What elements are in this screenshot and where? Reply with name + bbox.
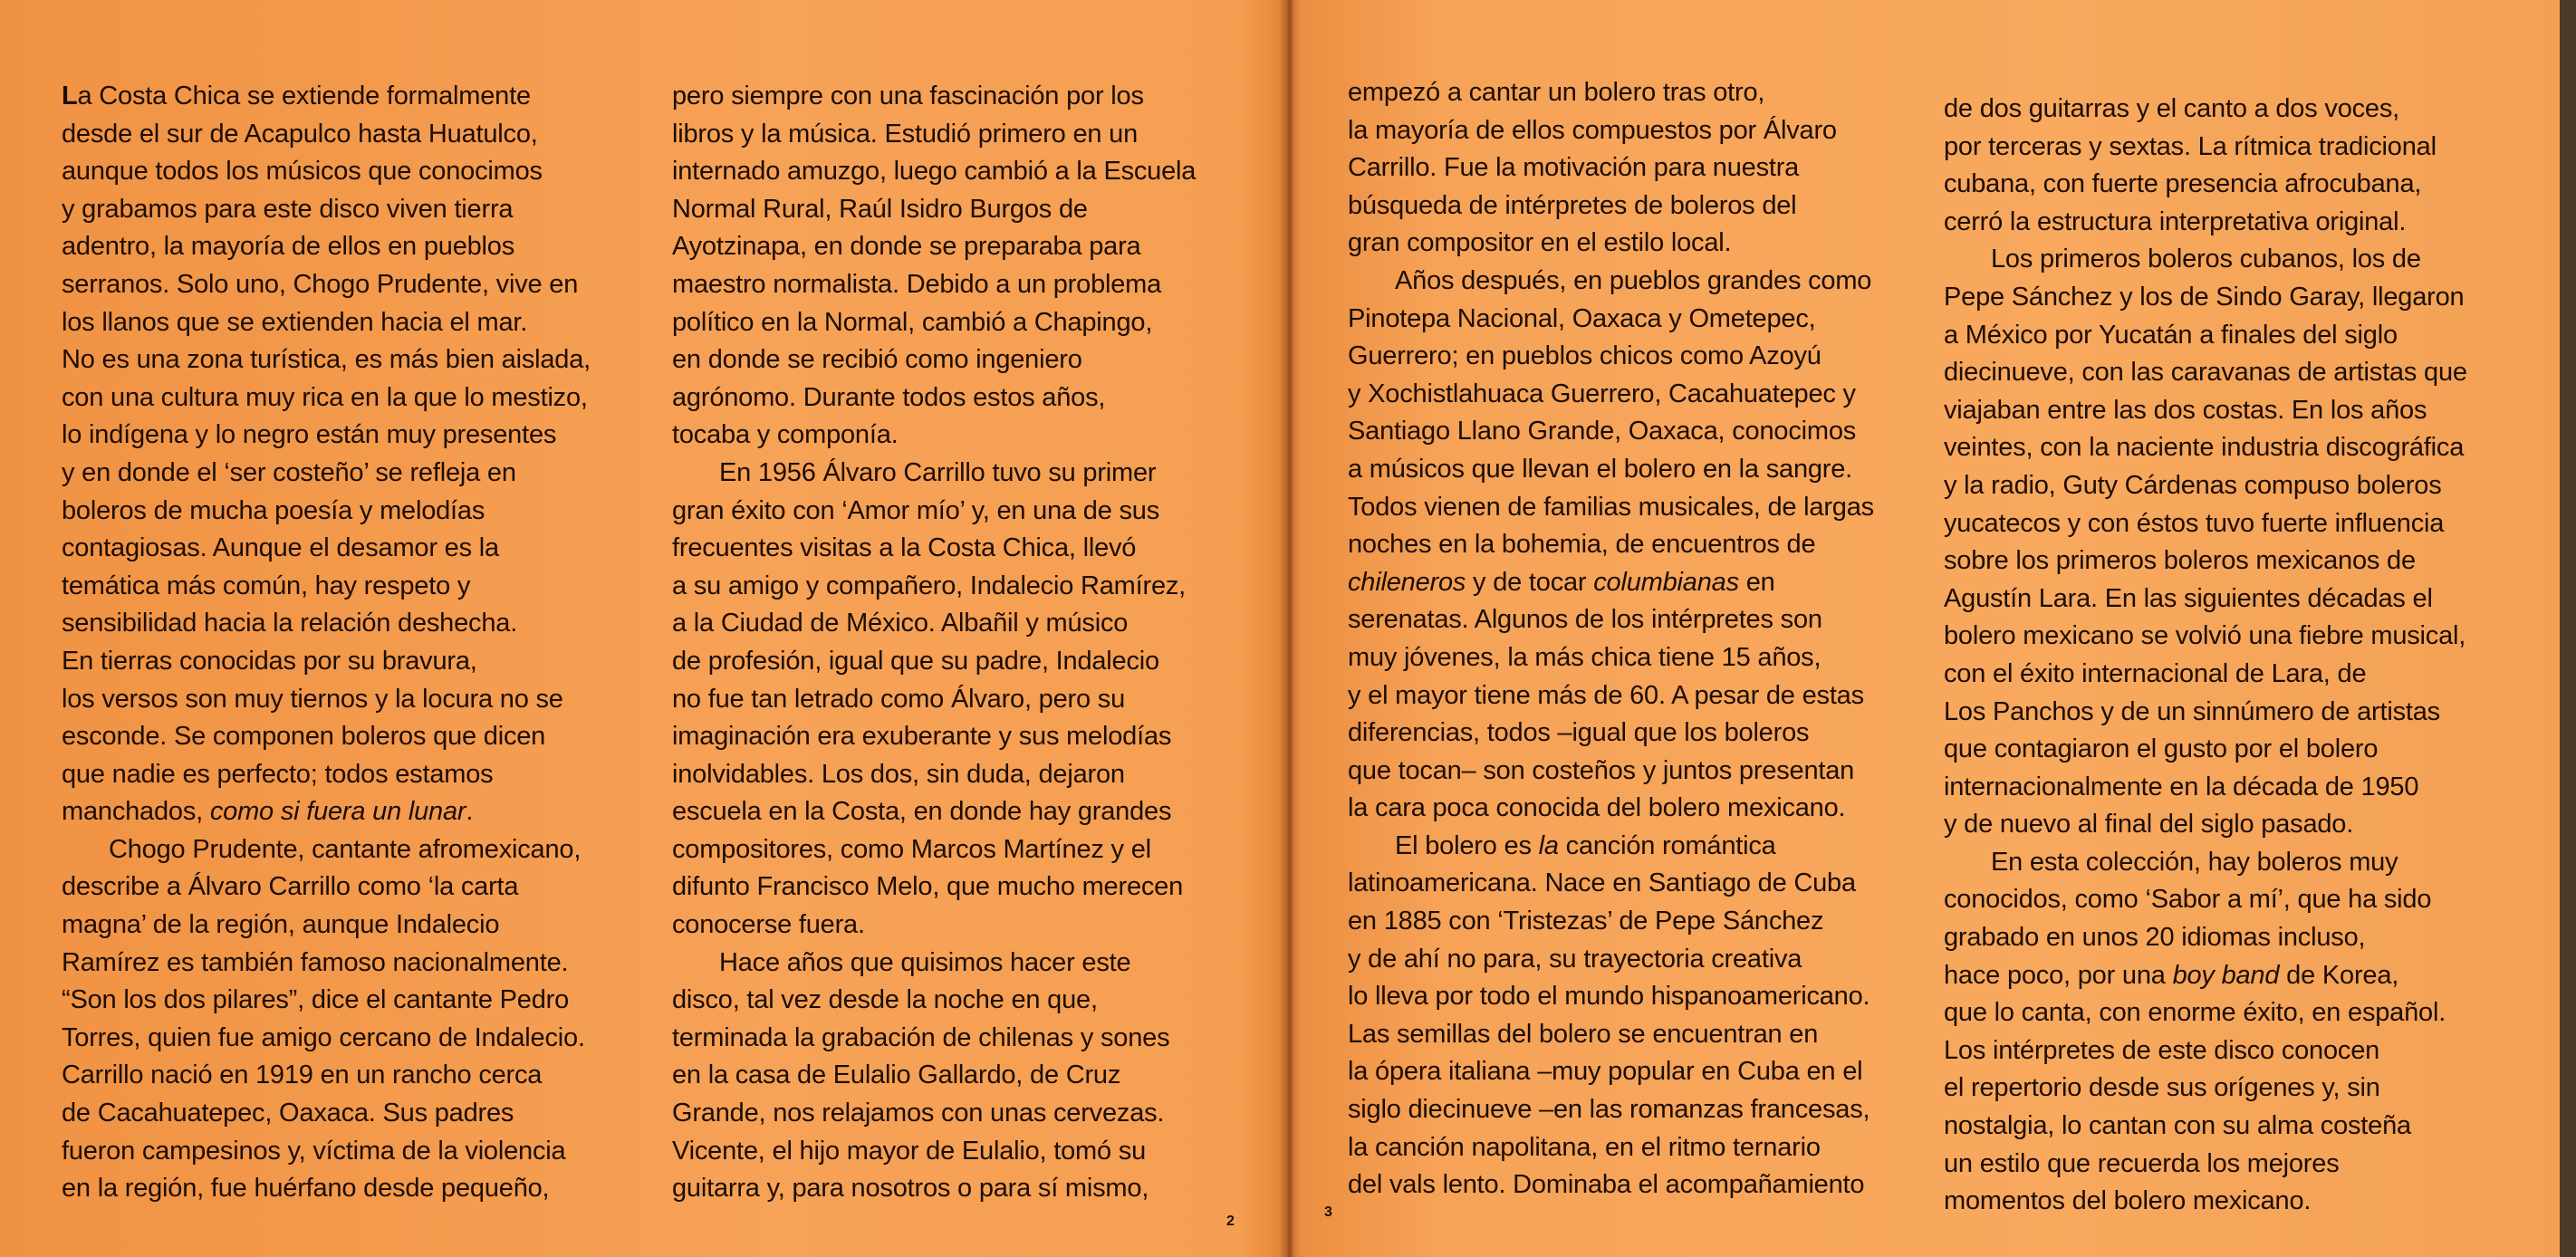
italic-phrase: boy band <box>2172 960 2280 990</box>
text-line: la ópera italiana –muy popular en Cuba en el <box>1348 1057 1863 1087</box>
text-line: frecuentes visitas a la Costa Chica, llevó <box>672 533 1137 563</box>
text-line: y en donde el ‘ser costeño’ se refleja en <box>62 457 516 487</box>
text-line: búsqueda de intérpretes de boleros del <box>1348 190 1797 220</box>
text-line: viajaban entre las dos costas. En los años <box>1944 395 2427 425</box>
text-line: momentos del bolero mexicano. <box>1944 1186 2312 1216</box>
italic-word: la <box>1538 830 1559 860</box>
text-line: la canción napolitana, en el ritmo ternario <box>1348 1132 1821 1162</box>
text-line: El bolero es la canción romántica <box>1395 830 1776 860</box>
text-line: y de ahí no para, su trayectoria creativa <box>1348 944 1802 974</box>
text-line: Torres, quien fue amigo cercano de Indalecio. <box>62 1022 585 1052</box>
text-line: lo lleva por todo el mundo hispanoamericano. <box>1348 982 1870 1012</box>
text-line: terminada la grabación de chilenas y sones <box>672 1022 1170 1052</box>
text-line: Santiago Llano Grande, Oaxaca, conocimos <box>1348 417 1857 446</box>
text-line: Ayotzinapa, en donde se preparaba para <box>672 232 1141 262</box>
text-line: político en la Normal, cambió a Chapingo, <box>672 307 1153 337</box>
text-line: esconde. Se componen boleros que dicen <box>62 722 546 752</box>
text-line: noches en la bohemia, de encuentros de <box>1348 530 1816 560</box>
text-line: diferencias, todos –igual que los boleros <box>1348 718 1810 748</box>
text-line: la mayoría de ellos compuestos por Álvaro <box>1348 115 1837 145</box>
italic-phrase: como si fuera un lunar <box>209 797 466 827</box>
text-line: muy jóvenes, la más chica tiene 15 años, <box>1348 642 1821 672</box>
text-line: y el mayor tiene más de 60. A pesar de estas <box>1348 680 1864 710</box>
text-line: a México por Yucatán a finales del siglo <box>1944 320 2398 350</box>
text-line: Normal Rural, Raúl Isidro Burgos de <box>672 194 1088 224</box>
text-line: Chogo Prudente, cantante afromexicano, <box>109 834 582 864</box>
text-line: magna’ de la región, aunque Indalecio <box>62 910 500 940</box>
text-line: siglo diecinueve –en las romanzas francesas, <box>1348 1095 1870 1125</box>
text-line: Pepe Sánchez y los de Sindo Garay, llegaron <box>1944 282 2465 312</box>
text-line: del vals lento. Dominaba el acompañamiento <box>1348 1170 1865 1200</box>
text-line: internado amuzgo, luego cambió a la Escuela <box>672 157 1197 187</box>
text-line: yucatecos y con éstos tuvo fuerte influencia <box>1944 508 2445 538</box>
paragraph-bolero-tras-otro <box>1348 74 1874 263</box>
text-line: inolvidables. Los dos, sin duda, dejaron <box>672 759 1125 789</box>
paragraph-dos-guitarras <box>1944 91 2467 241</box>
text-line: los versos son muy tiernos y la locura no se <box>62 684 563 714</box>
column-3 <box>1348 74 1874 1204</box>
text-line: con una cultura muy rica en la que lo mestizo, <box>62 382 588 412</box>
text-line: por terceras y sextas. La rítmica tradicional <box>1944 131 2437 161</box>
column-2 <box>672 78 1196 1208</box>
text-line: Las semillas del bolero se encuentran en <box>1348 1019 1819 1049</box>
text-line: contagiosas. Aunque el desamor es la <box>62 533 499 563</box>
paragraph-studies <box>672 78 1196 455</box>
left-page <box>0 0 1286 1257</box>
text-line: Los primeros boleros cubanos, los de <box>1991 245 2421 274</box>
italic-word: chileneros <box>1348 567 1466 597</box>
text-line: que tocan– son costeños y juntos presentan <box>1348 755 1855 785</box>
text-line: describe a Álvaro Carrillo como ‘la carta <box>62 872 519 902</box>
text-line: guitarra y, para nosotros o para sí mismo, <box>672 1174 1149 1204</box>
text-line: cerró la estructura interpretativa original. <box>1944 206 2407 236</box>
text-line: veintes, con la naciente industria discográfica <box>1944 433 2465 463</box>
text-line: que lo canta, con enorme éxito, en español. <box>1944 998 2446 1028</box>
text-line: y Xochistlahuaca Guerrero, Cacahuatepec y <box>1348 379 1856 408</box>
text-line: de Cacahuatepec, Oaxaca. Sus padres <box>62 1099 514 1128</box>
paragraph-costa-chica <box>62 78 591 831</box>
italic-word: columbianas <box>1593 567 1739 597</box>
text-line: un estilo que recuerda los mejores <box>1944 1148 2340 1178</box>
text-line: chileneros y de tocar columbianas en <box>1348 567 1775 597</box>
paragraph-hace-anos <box>672 945 1196 1208</box>
text-line: en donde se recibió como ingeniero <box>672 345 1082 375</box>
text-line: Todos vienen de familias musicales, de largas <box>1348 492 1874 522</box>
text-line: compositores, como Marcos Martínez y el <box>672 834 1151 864</box>
paragraph-1956 <box>672 455 1196 945</box>
text-line: La Costa Chica se extiende formalmente <box>62 82 531 110</box>
column-4 <box>1944 91 2467 1221</box>
text-line: Agustín Lara. En las siguientes décadas el <box>1944 583 2433 613</box>
paragraph-el-bolero-es <box>1348 828 1874 1204</box>
text-line: Guerrero; en pueblos chicos como Azoyú <box>1348 341 1821 371</box>
text-line: gran compositor en el estilo local. <box>1348 228 1732 258</box>
text-line: conocerse fuera. <box>672 910 865 940</box>
text-line: adentro, la mayoría de ellos en pueblos <box>62 232 515 262</box>
text-line: pero siempre con una fascinación por los <box>672 82 1144 110</box>
text-line: difunto Francisco Melo, que mucho merecen <box>672 872 1184 902</box>
text-line: En esta colección, hay boleros muy <box>1991 847 2398 877</box>
text-line: No es una zona turística, es más bien aislada, <box>62 345 591 375</box>
text-line: grabado en unos 20 idiomas incluso, <box>1944 923 2366 953</box>
text-line: En tierras conocidas por su bravura, <box>62 646 477 676</box>
text-line: conocidos, como ‘Sabor a mí’, que ha sido <box>1944 885 2432 915</box>
text-line: imaginación era exuberante y sus melodías <box>672 722 1172 752</box>
text-line: internacionalmente en la década de 1950 <box>1944 772 2419 801</box>
text-line: Ramírez es también famoso nacionalmente. <box>62 947 569 977</box>
text-line: disco, tal vez desde la noche en que, <box>672 985 1098 1015</box>
text-line: manchados, como si fuera un lunar. <box>62 797 474 827</box>
text-line: en 1885 con ‘Tristezas’ de Pepe Sánchez <box>1348 907 1824 936</box>
text-line: y la radio, Guty Cárdenas compuso boleros <box>1944 470 2442 500</box>
text-line: tocaba y componía. <box>672 420 899 450</box>
text-line: Los intérpretes de este disco conocen <box>1944 1035 2380 1065</box>
text-line: no fue tan letrado como Álvaro, pero su <box>672 684 1125 714</box>
text-line: Años después, en pueblos grandes como <box>1395 265 1872 295</box>
text-line: Los Panchos y de un sinnúmero de artistas <box>1944 696 2440 726</box>
text-line: aunque todos los músicos que conocimos <box>62 157 543 187</box>
text-line: desde el sur de Acapulco hasta Huatulco, <box>62 119 538 149</box>
text-line: los llanos que se extienden hacia el mar. <box>62 307 528 337</box>
text-line: con el éxito internacional de Lara, de <box>1944 658 2367 688</box>
text-line: en la región, fue huérfano desde pequeño, <box>62 1174 550 1204</box>
text-line: maestro normalista. Debido a un problema <box>672 269 1162 299</box>
paragraph-esta-coleccion <box>1944 844 2467 1221</box>
paragraph-chogo-prudente <box>62 831 591 1208</box>
text-line: Carrillo. Fue la motivación para nuestra <box>1348 153 1800 183</box>
text-line: la cara poca conocida del bolero mexicano. <box>1348 793 1846 823</box>
text-line: a la Ciudad de México. Albañil y músico <box>672 609 1129 638</box>
text-line: Grande, nos relajamos con unas cervezas. <box>672 1099 1165 1128</box>
text-line: el repertorio desde sus orígenes y, sin <box>1944 1073 2380 1103</box>
initial-letter: L <box>62 82 78 110</box>
text-line: sobre los primeros boleros mexicanos de <box>1944 546 2416 576</box>
text-line: y grabamos para este disco viven tierra <box>62 194 514 224</box>
text-line: que nadie es perfecto; todos estamos <box>62 759 494 789</box>
text-line: latinoamericana. Nace en Santiago de Cuba <box>1348 868 1856 898</box>
paragraph-primeros-boleros <box>1944 241 2467 844</box>
paragraph-anos-despues <box>1348 263 1874 828</box>
text-line: serranos. Solo uno, Chogo Prudente, vive en <box>62 269 579 299</box>
text-line: empezó a cantar un bolero tras otro, <box>1348 78 1765 107</box>
text-line: hace poco, por una boy band de Korea, <box>1944 960 2399 990</box>
text-line: Vicente, el hijo mayor de Eulalio, tomó su <box>672 1136 1147 1166</box>
text-line: y de nuevo al final del siglo pasado. <box>1944 810 2354 840</box>
text-line: boleros de mucha poesía y melodías <box>62 495 485 525</box>
text-line: libros y la música. Estudió primero en un <box>672 119 1139 149</box>
text-line: lo indígena y lo negro están muy presentes <box>62 420 557 450</box>
text-line: escuela en la Costa, en donde hay grandes <box>672 797 1172 827</box>
text-line: temática más común, hay respeto y <box>62 571 471 600</box>
text-line: fueron campesinos y, víctima de la violencia <box>62 1136 566 1166</box>
text-line: Carrillo nació en 1919 en un rancho cerca <box>62 1060 543 1090</box>
text-line: bolero mexicano se volvió una fiebre musical, <box>1944 621 2466 651</box>
text-line: “Son los dos pilares”, dice el cantante Pedro <box>62 985 570 1015</box>
text-line: En 1956 Álvaro Carrillo tuvo su primer <box>719 457 1157 487</box>
page-number-left: 2 <box>1226 1214 1235 1229</box>
text-line: gran éxito con ‘Amor mío’ y, en una de sus <box>672 495 1160 525</box>
text-line: que contagiaron el gusto por el bolero <box>1944 734 2379 764</box>
column-1 <box>62 78 591 1208</box>
text-line: en la casa de Eulalio Gallardo, de Cruz <box>672 1060 1121 1090</box>
text-line: serenatas. Algunos de los intérpretes son <box>1348 605 1822 635</box>
text-line: agrónomo. Durante todos estos años, <box>672 382 1106 412</box>
text-line: a su amigo y compañero, Indalecio Ramírez, <box>672 571 1187 600</box>
text-line: nostalgia, lo cantan con su alma costeña <box>1944 1111 2411 1141</box>
text-line: diecinueve, con las caravanas de artistas que <box>1944 358 2467 388</box>
text-line: a músicos que llevan el bolero en la sangre. <box>1348 454 1853 484</box>
text-line: Pinotepa Nacional, Oaxaca y Ometepec, <box>1348 303 1816 333</box>
text-line: de profesión, igual que su padre, Indalecio <box>672 646 1159 676</box>
text-line: de dos guitarras y el canto a dos voces, <box>1944 94 2400 123</box>
text-line: Hace años que quisimos hacer este <box>719 947 1131 977</box>
text-line: cubana, con fuerte presencia afrocubana, <box>1944 169 2422 199</box>
page-number-right: 3 <box>1324 1204 1332 1220</box>
text-line: sensibilidad hacia la relación deshecha. <box>62 609 518 638</box>
